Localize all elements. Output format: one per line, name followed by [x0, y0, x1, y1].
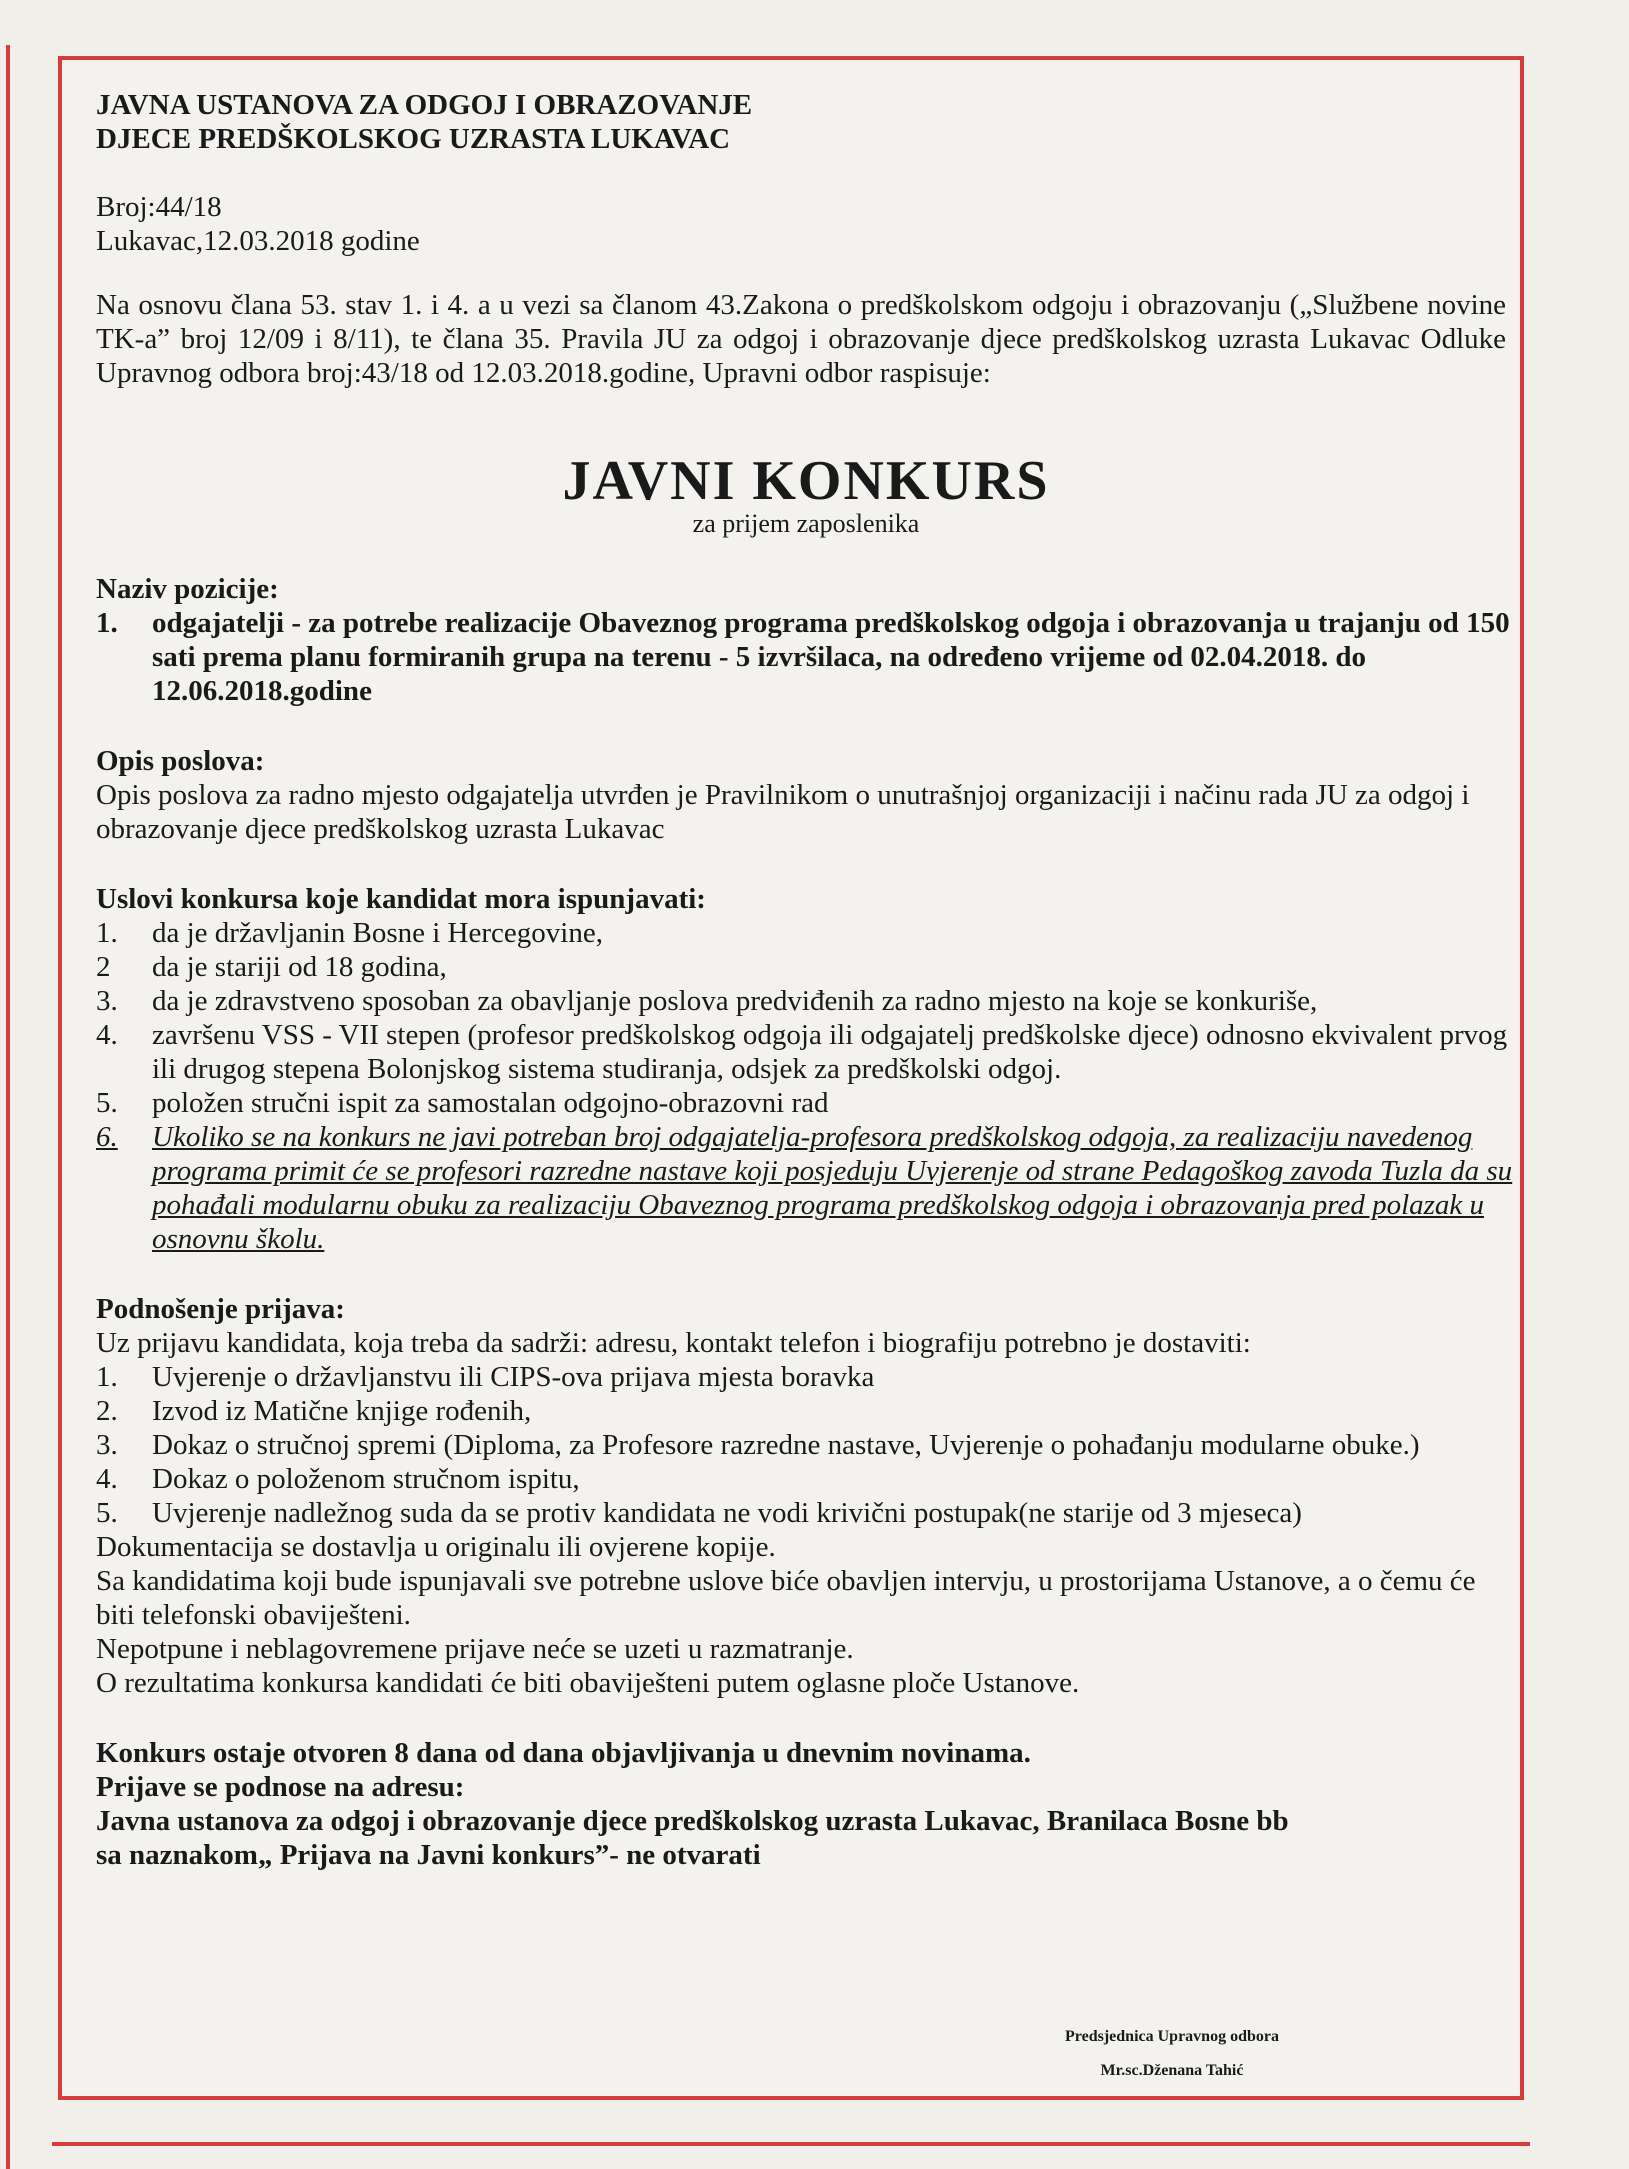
condition-number: 2: [96, 951, 111, 983]
bottom-box-border: [52, 2142, 1530, 2146]
notice-frame: [58, 56, 1524, 2100]
organization-name-line-2: DJECE PREDŠKOLSKOG UZRASTA LUKAVAC: [96, 123, 731, 155]
application-intro: Uz prijavu kandidata, koja treba da sadrži: adresu, kontakt telefon i biografiju potrebno je dostaviti:: [96, 1327, 1251, 1359]
application-document-item: [96, 1428, 1516, 1462]
description-heading: Opis poslova:: [96, 745, 265, 777]
position-list: [96, 606, 1516, 708]
condition-text: Ukoliko se na konkurs ne javi potreban broj odgajatelja-profesora predškolskog odgoja, za realizaciju navedenog programa primit će se profesori razredne nastave koji posjeduju Uvjerenje od strane Pedagoškog zavoda Tuzla da su pohađali modularnu obuku za realizaciju Obaveznog programa predškolskog odgoja i obrazovanja pred polazak u osnovnu školu.: [152, 1121, 1513, 1255]
application-document-text: Uvjerenje nadležnog suda da se protiv kandidata ne vodi krivični postupak(ne starije od 3 mjeseca): [152, 1497, 1302, 1529]
application-note: O rezultatima konkursa kandidati će biti obaviješteni putem oglasne ploče Ustanove.: [96, 1667, 1080, 1699]
condition-text: da je zdravstveno sposoban za obavljanje poslova predviđenih za radno mjesto na koje se konkuriše,: [152, 985, 1318, 1017]
page-subtitle: za prijem zaposlenika: [692, 509, 920, 538]
closing-address-heading: Prijave se podnose na adresu:: [96, 1771, 465, 1803]
application-document-text: Dokaz o položenom stručnom ispitu,: [152, 1463, 580, 1495]
application-note: Nepotpune i neblagovremene prijave neće se uzeti u razmatranje.: [96, 1633, 854, 1665]
closing-address: Javna ustanova za odgoj i obrazovanje djece predškolskog uzrasta Lukavac, Branilaca Bosne bb: [96, 1805, 1289, 1837]
application-document-item: [96, 1462, 1516, 1496]
description-text: Opis poslova za radno mjesto odgajatelja utvrđen je Pravilnikom o unutrašnjoj organizaciji i načinu rada JU za odgoj i obrazovanje djece predškolskog uzrasta Lukavac: [96, 779, 1470, 845]
page-title: JAVNI KONKURS: [562, 450, 1050, 512]
application-heading: Podnošenje prijava:: [96, 1293, 345, 1325]
left-edge-border: [6, 45, 10, 2169]
application-document-item: [96, 1394, 1516, 1428]
application-document-item: [96, 1360, 1516, 1394]
application-document-text: Izvod iz Matične knjige rođenih,: [152, 1395, 532, 1427]
application-note: Sa kandidatima koji bude ispunjavali sve potrebne uslove biće obavljen intervju, u prostorijama Ustanove, a o čemu će biti telefonski obaviješteni.: [96, 1565, 1476, 1631]
application-document-text: Uvjerenje o državljanstvu ili CIPS-ova prijava mjesta boravka: [152, 1361, 875, 1393]
closing-marking: sa naznakom„ Prijava na Javni konkurs”- ne otvarati: [96, 1839, 761, 1871]
application-note: Dokumentacija se dostavlja u originalu ili ovjerene kopije.: [96, 1531, 776, 1563]
document-number: Broj:44/18: [96, 191, 222, 223]
position-heading: Naziv pozicije:: [96, 573, 279, 605]
condition-item: [96, 1018, 1516, 1086]
condition-item: [96, 916, 1516, 950]
signature-name: Mr.sc.Dženana Tahić: [1100, 2062, 1244, 2079]
position-item-text: odgajatelji - za potrebe realizacije Obaveznog programa predškolskog odgoja i obrazovanja u trajanju od 150 sati prema planu formiranih grupa na terenu - 5 izvršilaca, na određeno vrijeme od 02.04.2018. do 12.06.2018.godine: [152, 607, 1510, 707]
condition-text: položen stručni ispit za samostalan odgojno-obrazovni rad: [152, 1087, 829, 1119]
position-item-number: 1.: [96, 607, 118, 639]
application-document-number: 2.: [96, 1395, 118, 1427]
condition-item: [96, 984, 1516, 1018]
application-documents-list: [96, 1360, 1516, 1530]
application-document-number: 3.: [96, 1429, 118, 1461]
application-document-number: 5.: [96, 1497, 118, 1529]
condition-number: 3.: [96, 985, 118, 1017]
document-meta: [96, 190, 1516, 258]
signature-role: Predsjednica Upravnog odbora: [1065, 2028, 1279, 2045]
application-document-number: 1.: [96, 1361, 118, 1393]
document-place-date: Lukavac,12.03.2018 godine: [96, 225, 420, 257]
condition-number: 4.: [96, 1019, 118, 1051]
notice-content: [96, 82, 1516, 1872]
application-document-number: 4.: [96, 1463, 118, 1495]
intro-paragraph: Na osnovu člana 53. stav 1. i 4. a u vezi sa članom 43.Zakona o predškolskom odgoju i obrazovanju („Službene novine TK-a” broj 12/09 i 8/11), te člana 35. Pravila JU za odgoj i obrazovanje djece predškolskog uzrasta Lukavac Odluke Upravnog odbora broj:43/18 od 12.03.2018.godine, Upravni odbor raspisuje:: [96, 289, 1506, 389]
position-item: [96, 606, 1516, 708]
condition-item: [96, 950, 1516, 984]
condition-number: 6.: [96, 1121, 118, 1153]
condition-text: da je državljanin Bosne i Hercegovine,: [152, 917, 603, 949]
condition-item-special: [96, 1120, 1516, 1256]
application-document-item: [96, 1496, 1516, 1530]
condition-text: završenu VSS - VII stepen (profesor predškolskog odgoja ili odgajatelj predškolske djece) odnosno ekvivalent prvog ili drugog stepena Bolonjskog sistema studiranja, odsjek za predškolski odgoj.: [152, 1019, 1508, 1085]
condition-number: 5.: [96, 1087, 118, 1119]
closing-deadline: Konkurs ostaje otvoren 8 dana od dana objavljivanja u dnevnim novinama.: [96, 1737, 1031, 1769]
conditions-heading: Uslovi konkursa koje kandidat mora ispunjavati:: [96, 883, 706, 915]
condition-text: da je stariji od 18 godina,: [152, 951, 447, 983]
conditions-list: [96, 916, 1516, 1256]
condition-item: [96, 1086, 1516, 1120]
condition-number: 1.: [96, 917, 118, 949]
application-document-text: Dokaz o stručnoj spremi (Diploma, za Profesore razredne nastave, Uvjerenje o pohađanju modularne obuke.): [152, 1429, 1420, 1461]
organization-name-line-1: JAVNA USTANOVA ZA ODGOJ I OBRAZOVANJE: [96, 89, 753, 121]
